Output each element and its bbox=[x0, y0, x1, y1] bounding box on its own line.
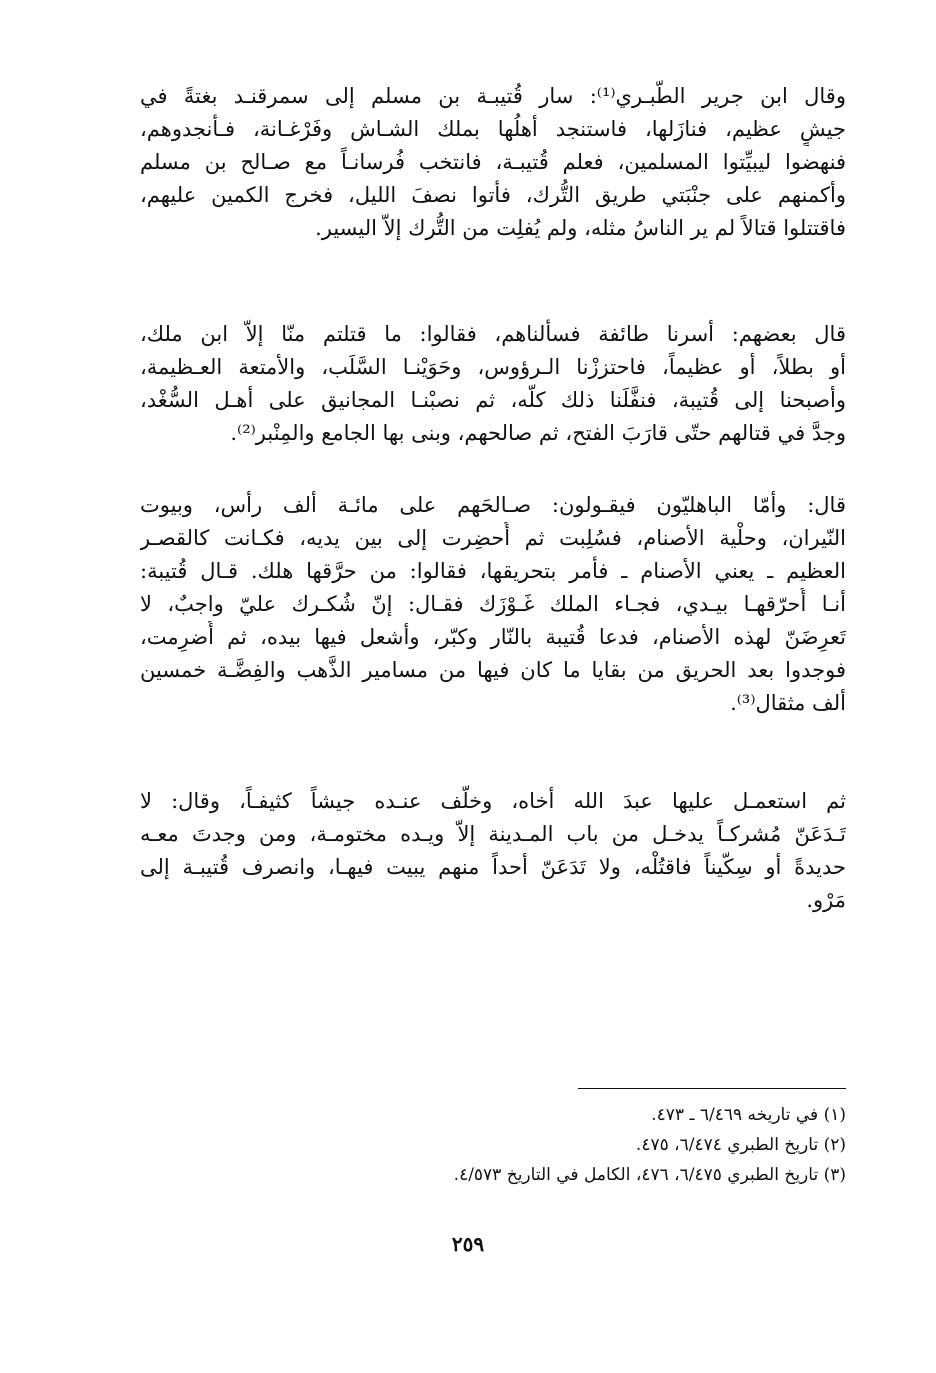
paragraph-line: فاقتتلوا قتالاً لم ير الناسُ مثله، ولم يُفلِت من التُّرك إلاّ اليسير. bbox=[315, 216, 846, 240]
paragraph-line: ثم استعمـل عليها عبدَ الله أخاه، وخلّف عنـده جيشاً كثيفـاً، وقال: لا bbox=[140, 789, 846, 813]
paragraph-line: قال بعضهم: أسرنا طائفة فسألناهم، فقالوا: ما قتلتم منّا إلاّ ابن ملك، bbox=[140, 322, 846, 346]
paragraph-line: وجدَّ في قتالهم حتّى قارَبَ الفتح، ثم صالحهم، وبنى بها الجامع والمِنْبر⁽²⁾. bbox=[230, 421, 846, 445]
footnotes-list bbox=[300, 1100, 846, 1190]
paragraph-line: قال: وأمّا الباهليّون فيقـولون: صـالحَهم على مائـة ألف رأس، وبيوت bbox=[140, 493, 846, 517]
paragraph-line: حديدةً أو سِكّيناً فاقتُلْه، ولا تَدَعَنّ أحداً منهم يبيت فيهـا، وانصرف قُتيبـة إلى bbox=[140, 855, 846, 879]
footnote-2: (٢) تاريخ الطبري ٦/٤٧٤، ٤٧٥. bbox=[635, 1135, 846, 1155]
paragraph-line: تَعرِضَنّ لهذه الأصنام، فدعا قُتيبة بالنّار وكبّر، وأشعل فيها بيده، ثم أُضرِمت، bbox=[140, 625, 846, 649]
paragraph-line: أو بطلاً، أو عظيماً، فاحتززْنا الـرؤوس، وحَوَيْنـا السَّلَب، والأمتعة العـظيمة، bbox=[140, 355, 846, 379]
paragraph-line: مَرْو. bbox=[806, 888, 846, 912]
paragraph-line: وأكمنهم على جنْبَتي طريق التُّرك، فأتوا نصفَ الليل، فخرج الكمين عليهم، bbox=[140, 183, 846, 207]
paragraph-line: وقال ابن جرير الطَّبـري⁽¹⁾: سار قُتيبـة بن مسلم إلى سمرقنـد بغتةً في bbox=[140, 84, 846, 108]
paragraph-line: جيشٍ عظيم، فنازَلها، فاستنجد أهلُها بملك الشـاش وفَرْغـانة، فـأنجدوهم، bbox=[140, 117, 846, 141]
footnote-divider bbox=[578, 1088, 846, 1089]
paragraph-line: وأصبحنا إلى قُتيبة، فنفَّلَنا ذلك كلَّه، ثم نصبْنـا المجانيق على أهـل السُّغْد، bbox=[140, 388, 846, 412]
paragraph-line: أنـا أُحرّقهـا بيـدي، فجـاء الملك غَـوْزَك فقـال: إنّ شُكـرك عليّ واجبٌ، لا bbox=[140, 592, 846, 616]
paragraph-line: النّيران، وحلْية الأصنام، فسُلِبت ثم أُحضِرت إلى بين يديه، فكـانت كالقصـر bbox=[140, 526, 846, 550]
page-number: ٢٥٩ bbox=[451, 1232, 485, 1256]
paragraph-line: تَـدَعَنّ مُشركـاً يدخـل من باب المـدينة إلاّ ويـده مختومـة، ومن وجدتَ معـه bbox=[140, 822, 846, 846]
paragraph-line: فنهضوا ليبيِّتوا المسلمين، فعلم قُتيبـة، فانتخب فُرسانـاً مع صـالح بن مسلم bbox=[140, 150, 846, 174]
footnote-3: (٣) تاريخ الطبري ٦/٤٧٥، ٤٧٦، الكامل في التاريخ ٤/٥٧٣. bbox=[453, 1165, 846, 1185]
footnote-1: (١) في تاريخه ٦/٤٦٩ ـ ٤٧٣. bbox=[651, 1105, 846, 1125]
paragraph-2 bbox=[140, 318, 846, 450]
paragraph-1 bbox=[140, 80, 846, 245]
paragraph-line: العظيم ـ يعني الأصنام ـ فأمر بتحريقها، فقالوا: من حرَّقها هلك. قـال قُتيبة: bbox=[140, 559, 846, 583]
paragraph-line: ألف مثقال⁽³⁾. bbox=[730, 691, 846, 715]
paragraph-4 bbox=[140, 785, 846, 917]
paragraph-line: فوجدوا بعد الحريق من بقايا ما كان فيها من مسامير الذَّهب والفِضَّـة خمسين bbox=[140, 658, 846, 682]
paragraph-3 bbox=[140, 489, 846, 720]
